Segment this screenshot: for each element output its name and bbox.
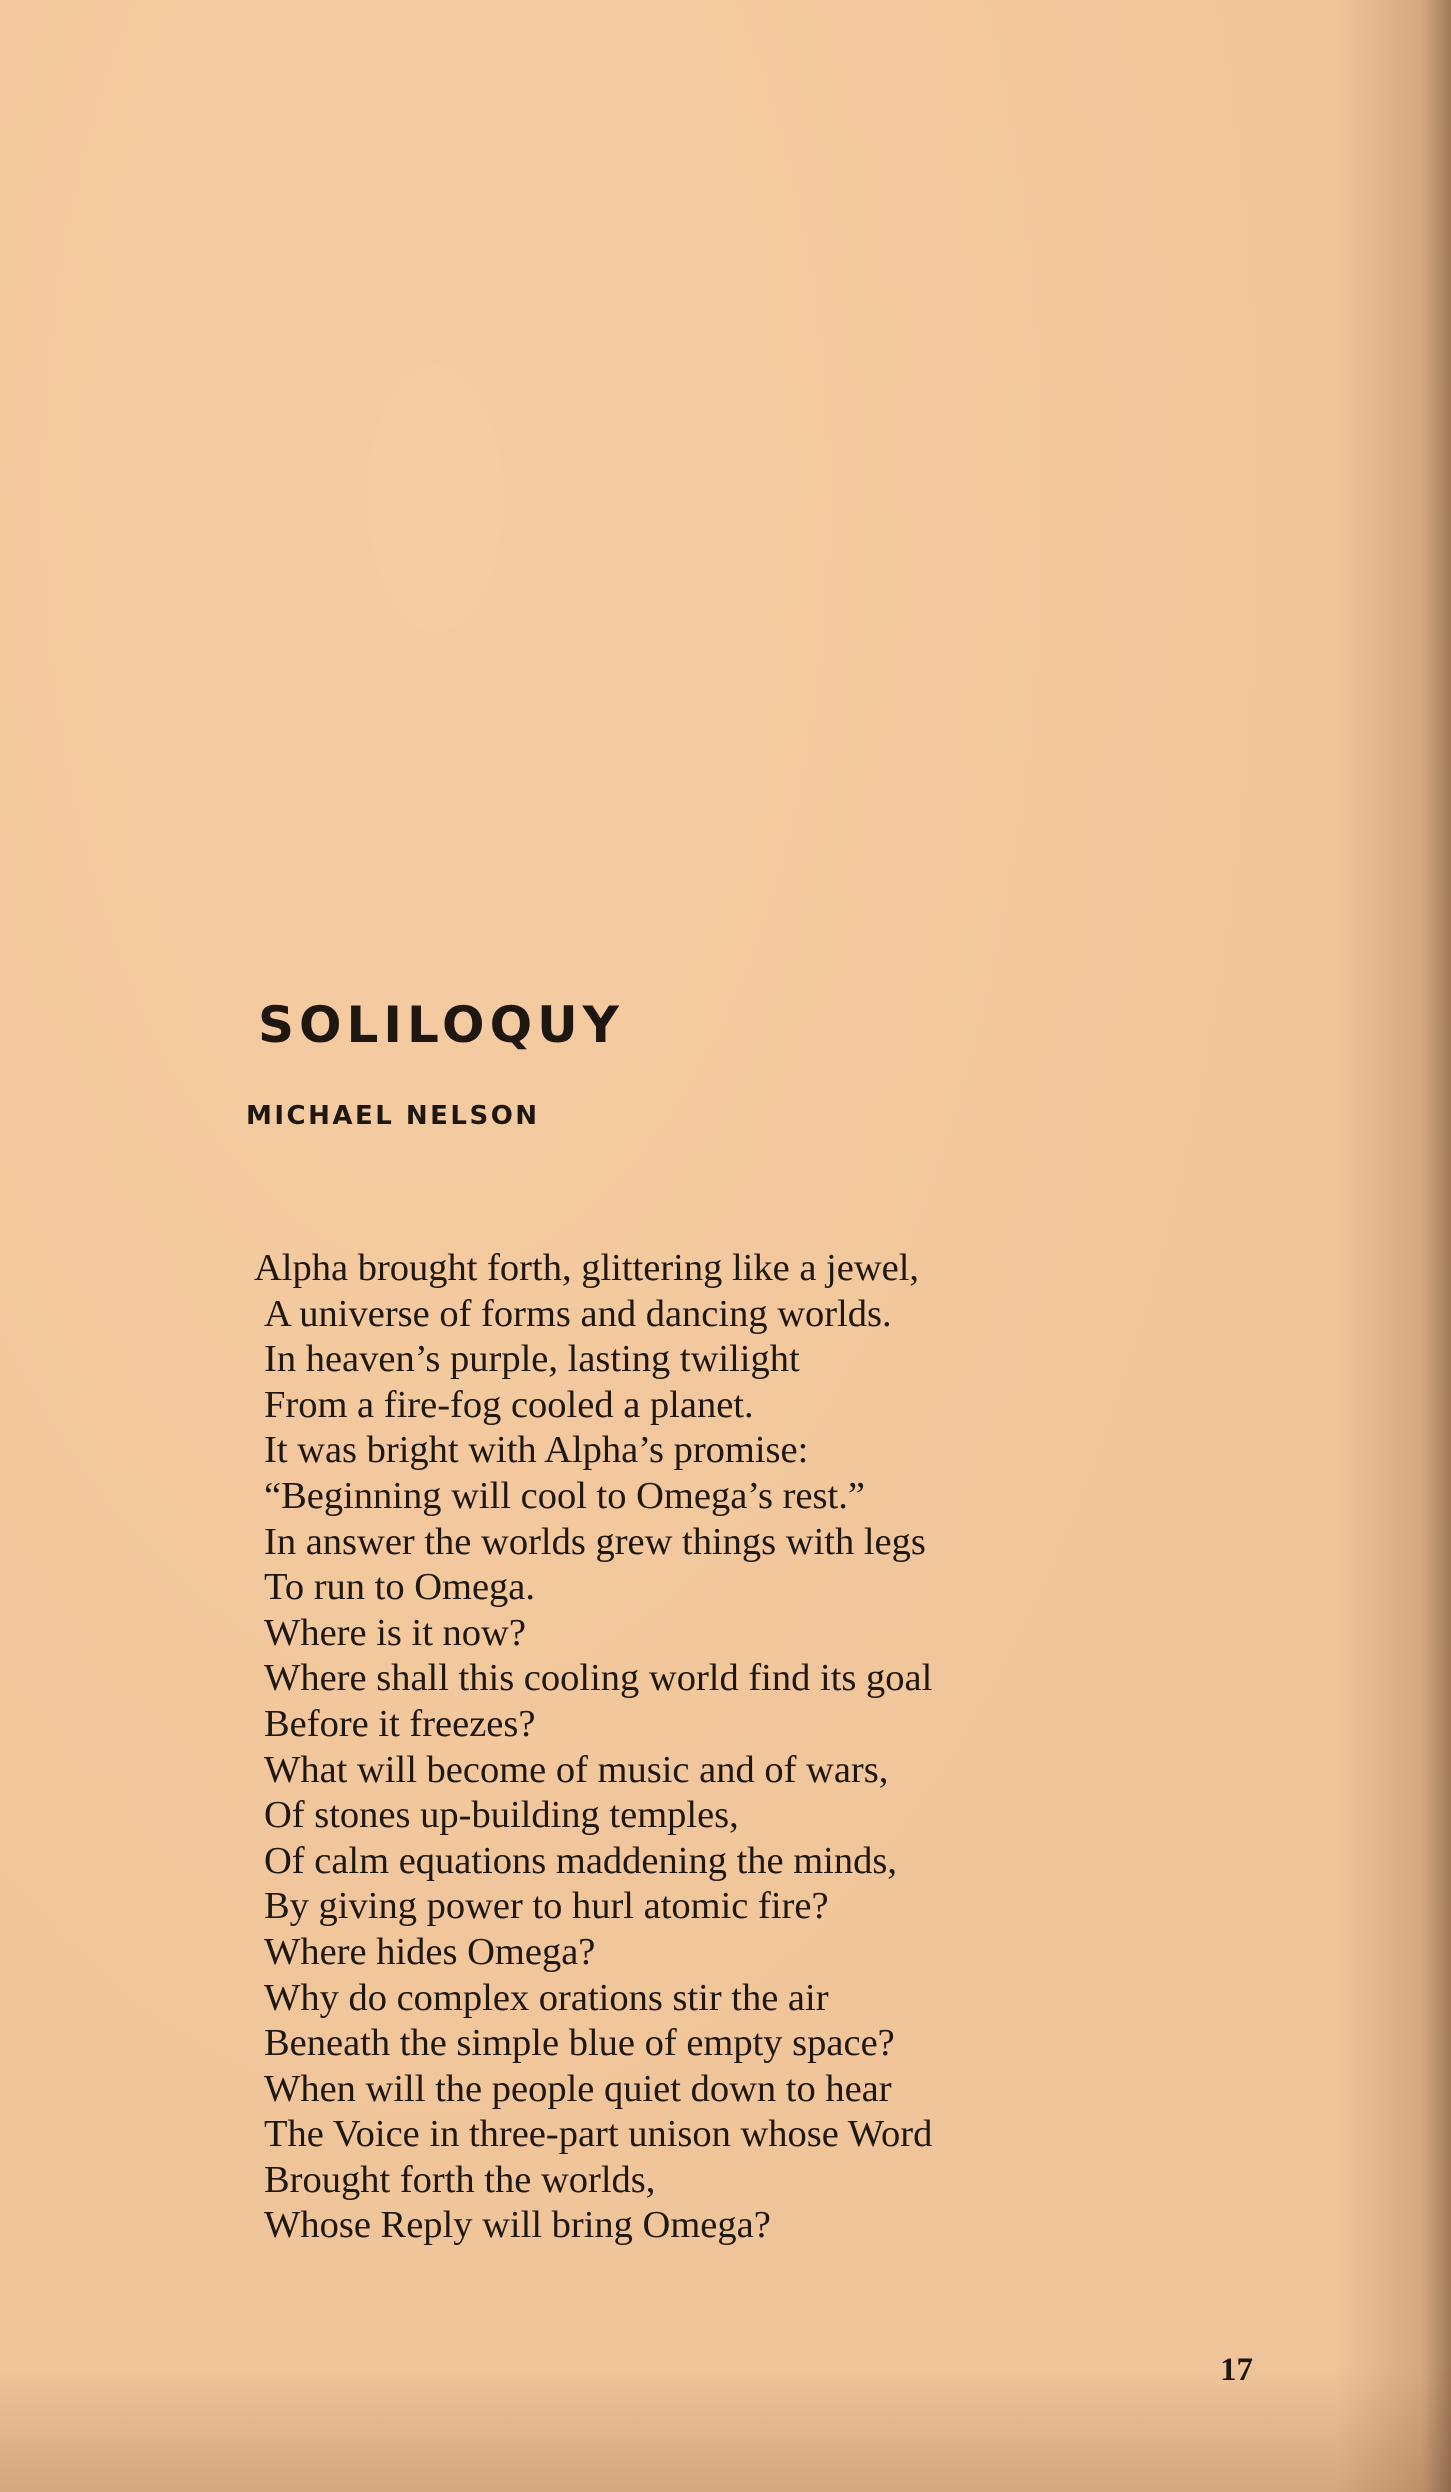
poem-line: Where shall this cooling world find its goal bbox=[264, 1657, 933, 1700]
poem-title: SOLILOQUY bbox=[258, 996, 624, 1054]
poem-line: By giving power to hurl atomic fire? bbox=[264, 1885, 829, 1928]
poem-line: To run to Omega. bbox=[264, 1566, 536, 1609]
poem-line: In answer the worlds grew things with legs bbox=[264, 1520, 926, 1563]
poem-line: Why do complex orations stir the air bbox=[264, 1976, 829, 2019]
poem-body bbox=[254, 1246, 1154, 2249]
poem-line: “Beginning will cool to Omega’s rest.” bbox=[264, 1474, 865, 1517]
poem-line: Beneath the simple blue of empty space? bbox=[264, 2022, 895, 2065]
poem-line: Of calm equations maddening the minds, bbox=[264, 1839, 897, 1882]
poem-line: Where is it now? bbox=[264, 1611, 526, 1654]
poem-line: Alpha brought forth, glittering like a jewel, bbox=[254, 1247, 920, 1289]
poem-line: A universe of forms and dancing worlds. bbox=[264, 1292, 892, 1335]
poem-line: From a fire-fog cooled a planet. bbox=[264, 1383, 754, 1426]
poem-line: Before it freezes? bbox=[264, 1702, 536, 1745]
poem-line: Whose Reply will bring Omega? bbox=[264, 2204, 771, 2247]
poem-line: In heaven’s purple, lasting twilight bbox=[264, 1338, 800, 1381]
poem-line: When will the people quiet down to hear bbox=[264, 2067, 892, 2110]
poem-line: Brought forth the worlds, bbox=[264, 2158, 656, 2201]
page-number: 17 bbox=[1220, 2352, 1253, 2388]
poem-line: The Voice in three-part unison whose Word bbox=[264, 2113, 933, 2156]
poem-author: MICHAEL NELSON bbox=[246, 1101, 540, 1131]
poem-line: What will become of music and of wars, bbox=[264, 1748, 889, 1791]
poem-line: Where hides Omega? bbox=[264, 1930, 596, 1973]
poem-line: Of stones up-building temples, bbox=[264, 1794, 739, 1837]
poem-line: It was bright with Alpha’s promise: bbox=[264, 1429, 809, 1472]
